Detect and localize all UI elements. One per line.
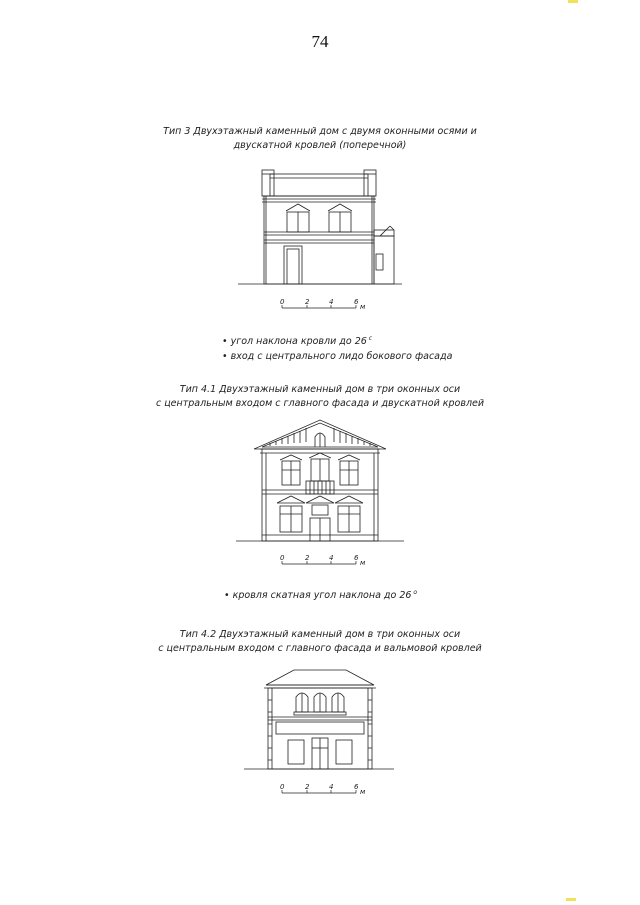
type3-note-2: • вход с центрального лидо бокового фасада (222, 349, 452, 364)
type41-caption-line2: с центральным входом с главного фасада и двускатной кровлей (155, 398, 485, 409)
type3-scale-tick-4: 4 (329, 298, 334, 306)
type41-note-1-sup: о (413, 589, 418, 596)
type41-scale-unit: м (360, 559, 366, 567)
type42-scale-unit: м (360, 788, 366, 796)
type41-scale-tick-0: 0 (280, 554, 285, 562)
type3-scale-tick-2: 2 (305, 298, 310, 306)
type3-scale-tick-6: 6 (354, 298, 359, 306)
type3-note-1-sup: с (368, 335, 373, 342)
type42-scale-tick-2: 2 (305, 783, 310, 791)
type42-scale-tick-4: 4 (329, 783, 334, 791)
type41-scale-tick-2: 2 (305, 554, 310, 562)
type41-note-1-text: кровля скатная угол наклона до 26 (232, 590, 412, 602)
type3-caption-line2: двускатной кровлей (поперечной) (233, 140, 407, 151)
type3-scale-unit: м (360, 303, 366, 311)
type42-scale-bar (280, 781, 370, 801)
type42-scale-tick-6: 6 (354, 783, 359, 791)
type41-caption-line1: Тип 4.1 Двухэтажный каменный дом в три оконных оси (179, 384, 461, 395)
type41-scale-tick-6: 6 (354, 554, 359, 562)
type42-scale-tick-0: 0 (280, 783, 285, 791)
type42-caption-line2: с центральным входом с главного фасада и вальмовой кровлей (158, 643, 482, 654)
type41-scale-tick-4: 4 (329, 554, 334, 562)
page-number: 74 (311, 32, 329, 51)
type3-note-1-text: угол наклона кровли до 26 (230, 336, 367, 348)
type3-caption-line1: Тип 3 Двухэтажный каменный дом с двумя оконными осями и (163, 126, 477, 137)
type3-scale-tick-0: 0 (280, 298, 285, 306)
type42-caption-line1: Тип 4.2 Двухэтажный каменный дом в три оконных оси (179, 629, 461, 640)
